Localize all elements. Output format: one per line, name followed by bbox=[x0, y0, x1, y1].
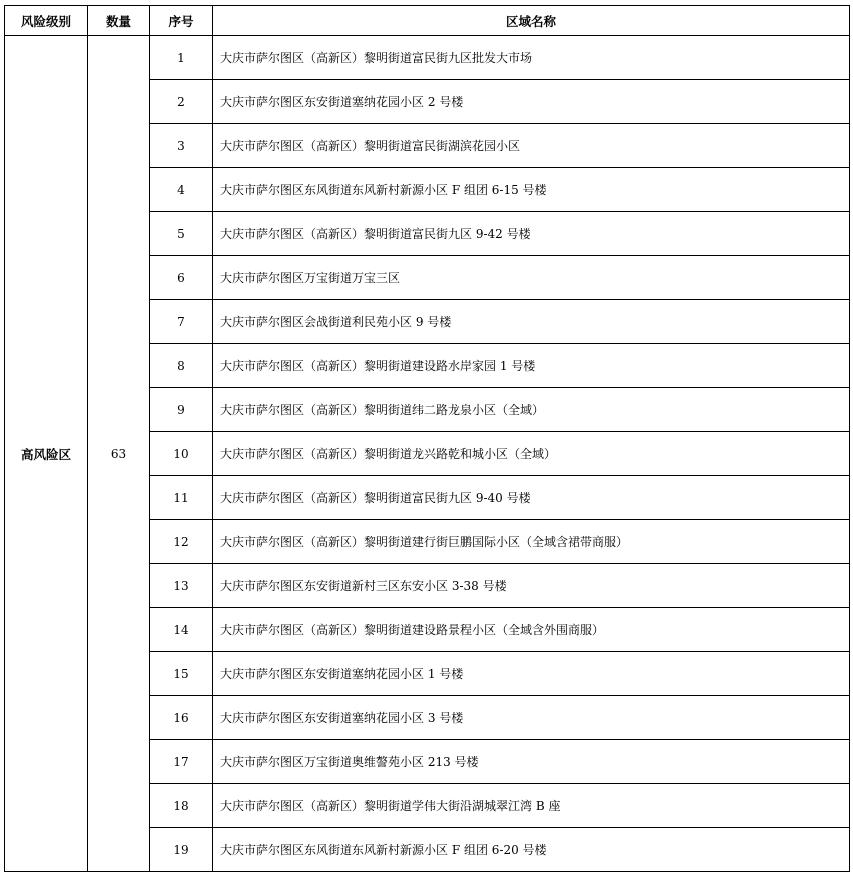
header-seq: 序号 bbox=[150, 6, 213, 36]
risk-area-table bbox=[4, 5, 850, 872]
count-cell: 63 bbox=[88, 36, 150, 872]
seq-cell: 18 bbox=[150, 784, 213, 828]
area-name-cell: 大庆市萨尔图区（高新区）黎明街道龙兴路乾和城小区（全域） bbox=[213, 432, 850, 476]
seq-cell: 16 bbox=[150, 696, 213, 740]
header-name: 区域名称 bbox=[213, 6, 850, 36]
area-name-cell: 大庆市萨尔图区（高新区）黎明街道学伟大街沿湖城翠江湾 B 座 bbox=[213, 784, 850, 828]
area-name-cell: 大庆市萨尔图区东安街道塞纳花园小区 3 号楼 bbox=[213, 696, 850, 740]
seq-cell: 4 bbox=[150, 168, 213, 212]
area-name-cell: 大庆市萨尔图区（高新区）黎明街道建行街巨鹏国际小区（全域含裙带商服） bbox=[213, 520, 850, 564]
seq-cell: 6 bbox=[150, 256, 213, 300]
table-row bbox=[5, 36, 850, 80]
seq-cell: 15 bbox=[150, 652, 213, 696]
area-name-cell: 大庆市萨尔图区东安街道新村三区东安小区 3-38 号楼 bbox=[213, 564, 850, 608]
area-name-cell: 大庆市萨尔图区（高新区）黎明街道富民街九区 9-42 号楼 bbox=[213, 212, 850, 256]
area-name-cell: 大庆市萨尔图区（高新区）黎明街道纬二路龙泉小区（全域） bbox=[213, 388, 850, 432]
seq-cell: 10 bbox=[150, 432, 213, 476]
risk-level-cell: 高风险区 bbox=[5, 36, 88, 872]
area-name-cell: 大庆市萨尔图区（高新区）黎明街道富民街九区批发大市场 bbox=[213, 36, 850, 80]
header-count: 数量 bbox=[88, 6, 150, 36]
seq-cell: 13 bbox=[150, 564, 213, 608]
area-name-cell: 大庆市萨尔图区东安街道塞纳花园小区 2 号楼 bbox=[213, 80, 850, 124]
area-name-cell: 大庆市萨尔图区（高新区）黎明街道建设路景程小区（全域含外围商服） bbox=[213, 608, 850, 652]
seq-cell: 19 bbox=[150, 828, 213, 872]
seq-cell: 2 bbox=[150, 80, 213, 124]
area-name-cell: 大庆市萨尔图区（高新区）黎明街道富民街九区 9-40 号楼 bbox=[213, 476, 850, 520]
area-name-cell: 大庆市萨尔图区（高新区）黎明街道建设路水岸家园 1 号楼 bbox=[213, 344, 850, 388]
seq-cell: 5 bbox=[150, 212, 213, 256]
area-name-cell: 大庆市萨尔图区万宝街道奥维謷苑小区 213 号楼 bbox=[213, 740, 850, 784]
seq-cell: 8 bbox=[150, 344, 213, 388]
area-name-cell: 大庆市萨尔图区会战街道利民苑小区 9 号楼 bbox=[213, 300, 850, 344]
area-name-cell: 大庆市萨尔图区万宝街道万宝三区 bbox=[213, 256, 850, 300]
seq-cell: 1 bbox=[150, 36, 213, 80]
seq-cell: 7 bbox=[150, 300, 213, 344]
area-name-cell: 大庆市萨尔图区（高新区）黎明街道富民街湖滨花园小区 bbox=[213, 124, 850, 168]
header-row bbox=[5, 6, 850, 36]
seq-cell: 11 bbox=[150, 476, 213, 520]
seq-cell: 3 bbox=[150, 124, 213, 168]
seq-cell: 17 bbox=[150, 740, 213, 784]
seq-cell: 12 bbox=[150, 520, 213, 564]
area-name-cell: 大庆市萨尔图区东风街道东风新村新源小区 F 组团 6-20 号楼 bbox=[213, 828, 850, 872]
area-name-cell: 大庆市萨尔图区东安街道塞纳花园小区 1 号楼 bbox=[213, 652, 850, 696]
seq-cell: 14 bbox=[150, 608, 213, 652]
area-name-cell: 大庆市萨尔图区东风街道东风新村新源小区 F 组团 6-15 号楼 bbox=[213, 168, 850, 212]
header-level: 风险级别 bbox=[5, 6, 88, 36]
seq-cell: 9 bbox=[150, 388, 213, 432]
